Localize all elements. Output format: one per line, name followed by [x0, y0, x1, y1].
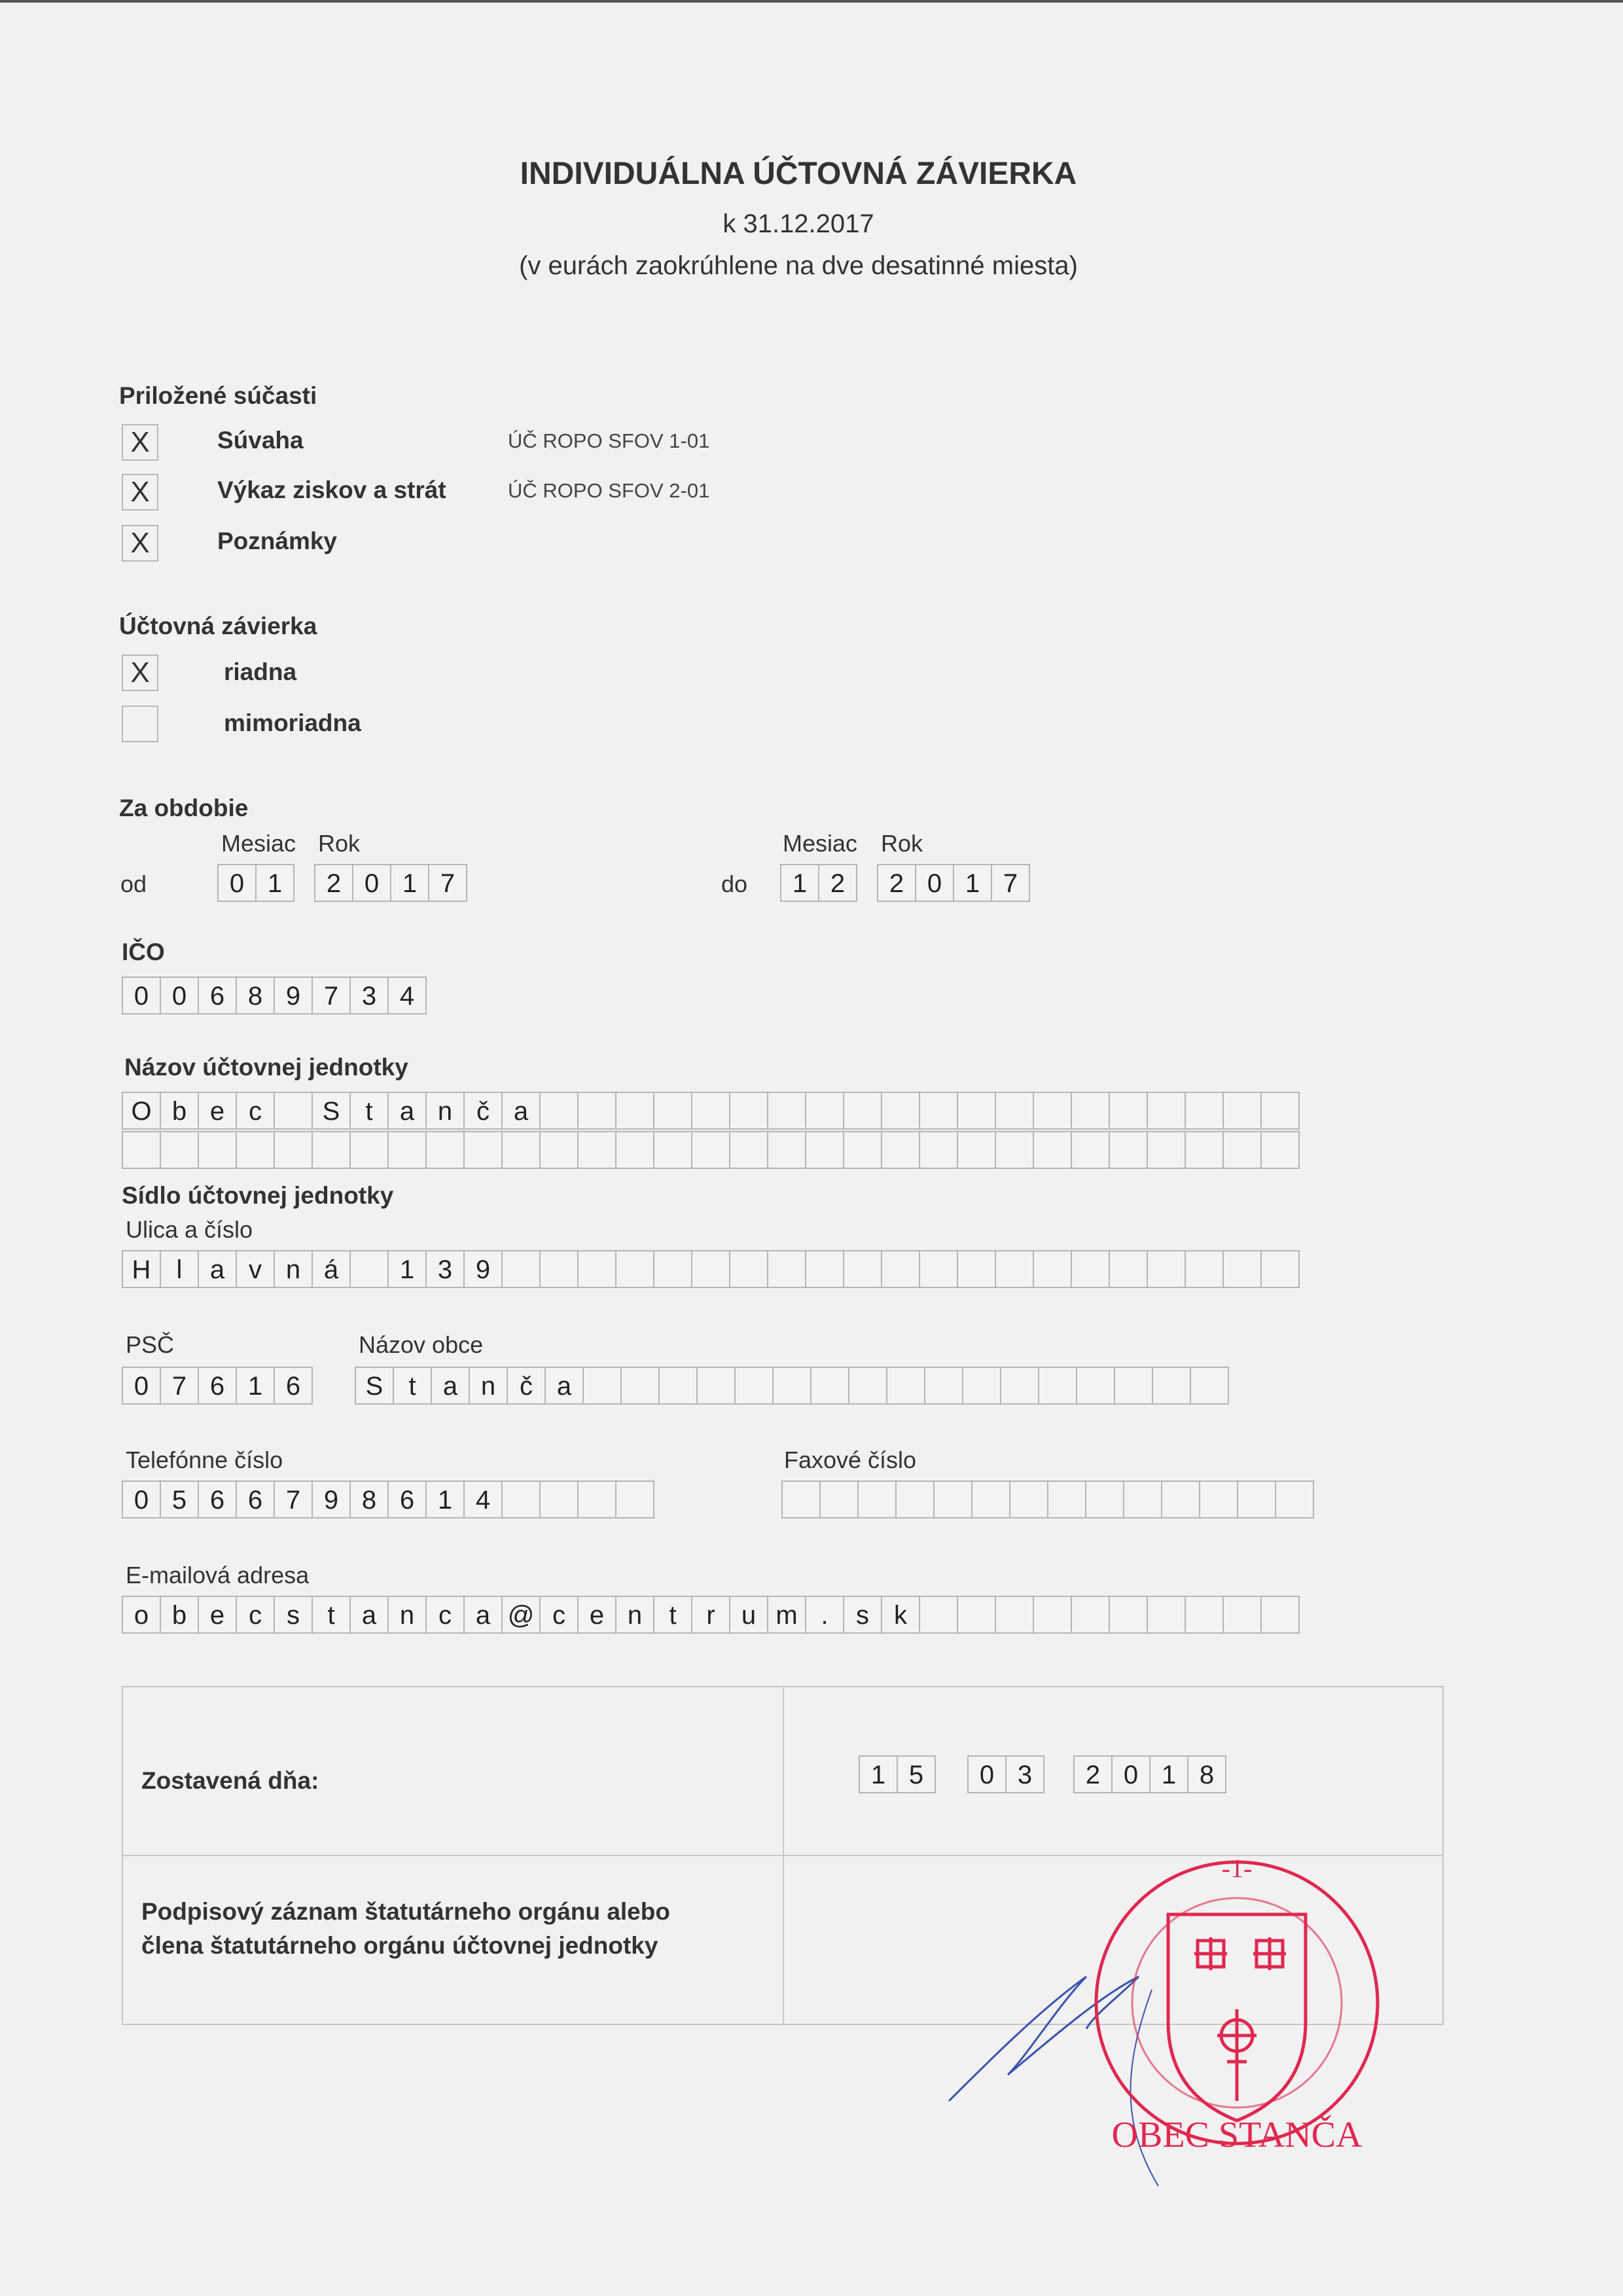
document-note: (v eurách zaokrúhlene na dve desatinné miesta)	[519, 251, 1078, 280]
letter-cell	[122, 1131, 161, 1169]
psc-field[interactable]	[122, 1367, 312, 1405]
letter-cell	[274, 1131, 313, 1169]
letter-cell: e	[198, 1596, 237, 1634]
letter-cell	[1185, 1092, 1224, 1130]
ico-field[interactable]	[122, 977, 425, 1014]
letter-cell	[995, 1131, 1034, 1169]
letter-cell	[919, 1131, 958, 1169]
email-field[interactable]	[122, 1596, 1298, 1634]
letter-cell	[729, 1131, 768, 1169]
letter-cell	[691, 1092, 730, 1130]
letter-cell	[957, 1596, 996, 1634]
digit-cell: 5	[897, 1755, 936, 1793]
letter-cell	[349, 1131, 389, 1169]
digit-cell: 0	[122, 1367, 161, 1405]
letter-cell	[1000, 1367, 1039, 1405]
letter-cell: a	[198, 1250, 237, 1288]
letter-cell	[767, 1092, 806, 1130]
digit-cell: 6	[198, 977, 237, 1014]
letter-cell	[160, 1131, 199, 1169]
letter-cell	[919, 1250, 958, 1288]
letter-cell: .	[805, 1596, 844, 1634]
letter-cell: 5	[160, 1480, 199, 1518]
letter-cell: a	[349, 1596, 389, 1634]
letter-cell: m	[767, 1596, 806, 1634]
letter-cell	[1222, 1596, 1262, 1634]
letter-cell	[577, 1131, 616, 1169]
letter-cell: t	[393, 1367, 432, 1405]
period-to-year-label: Rok	[881, 830, 923, 857]
letter-cell	[1147, 1250, 1186, 1288]
ico-heading: IČO	[122, 939, 165, 965]
digit-cell: 0	[160, 977, 199, 1014]
period-to-month-field[interactable]	[780, 864, 856, 902]
digit-cell: 3	[1005, 1755, 1044, 1793]
letter-cell	[1222, 1092, 1262, 1130]
fax-label: Faxové číslo	[784, 1446, 917, 1473]
digit-cell: 2	[1073, 1755, 1113, 1793]
signature-label-line2: člena štatutárneho orgánu účtovnej jednotky	[141, 1932, 658, 1959]
letter-cell	[501, 1480, 541, 1518]
letter-cell	[653, 1250, 692, 1288]
letter-cell	[1071, 1092, 1110, 1130]
period-to-month-label: Mesiac	[783, 830, 858, 857]
letter-cell: t	[653, 1596, 692, 1634]
letter-cell	[729, 1092, 768, 1130]
letter-cell	[198, 1131, 237, 1169]
letter-cell	[696, 1367, 736, 1405]
digit-cell: 1	[1149, 1755, 1188, 1793]
letter-cell	[886, 1367, 925, 1405]
letter-cell	[843, 1250, 882, 1288]
stamp-top-text: -1-	[1221, 1854, 1253, 1883]
letter-cell	[729, 1250, 768, 1288]
letter-cell	[805, 1131, 844, 1169]
letter-cell: á	[312, 1250, 351, 1288]
official-stamp-icon	[1096, 1854, 1378, 2155]
letter-cell	[1260, 1250, 1300, 1288]
email-label: E-mailová adresa	[126, 1562, 310, 1588]
letter-cell	[539, 1092, 579, 1130]
fax-field[interactable]	[781, 1480, 1313, 1518]
letter-cell	[577, 1480, 616, 1518]
letter-cell	[1123, 1480, 1162, 1518]
letter-cell	[1076, 1367, 1115, 1405]
letter-cell	[1185, 1250, 1224, 1288]
letter-cell	[425, 1131, 465, 1169]
letter-cell: a	[431, 1367, 470, 1405]
letter-cell	[734, 1367, 774, 1405]
digit-cell: 0	[217, 864, 257, 902]
period-from-label: od	[120, 870, 147, 897]
letter-cell	[881, 1131, 920, 1169]
digit-cell: 1	[236, 1367, 275, 1405]
letter-cell	[1260, 1131, 1300, 1169]
digit-cell: 8	[236, 977, 275, 1014]
letter-cell	[615, 1092, 654, 1130]
letter-cell: 8	[349, 1480, 389, 1518]
letter-cell: s	[274, 1596, 313, 1634]
letter-cell	[1275, 1480, 1314, 1518]
digit-cell: 1	[953, 864, 992, 902]
letter-cell	[805, 1092, 844, 1130]
letter-cell	[1161, 1480, 1200, 1518]
letter-cell	[658, 1367, 698, 1405]
digit-cell: 1	[780, 864, 819, 902]
letter-cell	[895, 1480, 935, 1518]
digit-cell: 6	[274, 1367, 313, 1405]
letter-cell	[919, 1092, 958, 1130]
unit-name-field-row2[interactable]	[122, 1131, 1298, 1169]
letter-cell: S	[312, 1092, 351, 1130]
statement-label-riadna: riadna	[224, 658, 297, 685]
digit-cell: 7	[312, 977, 351, 1014]
letter-cell: e	[577, 1596, 616, 1634]
letter-cell	[274, 1092, 313, 1130]
letter-cell	[539, 1131, 579, 1169]
letter-cell	[881, 1250, 920, 1288]
letter-cell	[1071, 1250, 1110, 1288]
digit-cell: 0	[1111, 1755, 1150, 1793]
letter-cell: n	[387, 1596, 427, 1634]
digit-cell: 9	[274, 977, 313, 1014]
letter-cell	[1260, 1596, 1300, 1634]
letter-cell	[1147, 1131, 1186, 1169]
letter-cell	[919, 1596, 958, 1634]
letter-cell	[1109, 1131, 1148, 1169]
letter-cell	[615, 1250, 654, 1288]
digit-cell: 2	[314, 864, 353, 902]
letter-cell: @	[501, 1596, 541, 1634]
street-field[interactable]	[122, 1250, 1298, 1288]
stamp-ring-text: OBEC STANČA	[1111, 2115, 1363, 2155]
letter-cell	[1085, 1480, 1124, 1518]
letter-cell	[848, 1367, 887, 1405]
document-title: INDIVIDUÁLNA ÚČTOVNÁ ZÁVIERKA	[520, 156, 1077, 191]
letter-cell	[1071, 1596, 1110, 1634]
letter-cell: 0	[122, 1480, 161, 1518]
letter-cell	[1033, 1596, 1072, 1634]
digit-cell: 1	[859, 1755, 898, 1793]
letter-cell	[1071, 1131, 1110, 1169]
letter-cell	[843, 1131, 882, 1169]
letter-cell: 6	[236, 1480, 275, 1518]
letter-cell	[767, 1131, 806, 1169]
period-from-year-label: Rok	[318, 830, 361, 857]
digit-cell: 8	[1187, 1755, 1226, 1793]
letter-cell: 9	[312, 1480, 351, 1518]
letter-cell	[1152, 1367, 1191, 1405]
letter-cell: s	[843, 1596, 882, 1634]
letter-cell	[995, 1596, 1034, 1634]
attachment-checkbox-suvaha[interactable]: X	[122, 424, 158, 461]
letter-cell: n	[274, 1250, 313, 1288]
letter-cell: t	[312, 1596, 351, 1634]
digit-cell: 0	[967, 1755, 1007, 1793]
letter-cell: c	[236, 1596, 275, 1634]
letter-cell	[236, 1131, 275, 1169]
letter-cell: n	[615, 1596, 654, 1634]
document-date: k 31.12.2017	[722, 209, 874, 238]
digit-cell: 1	[390, 864, 429, 902]
letter-cell	[1199, 1480, 1238, 1518]
letter-cell: a	[463, 1596, 503, 1634]
period-heading: Za obdobie	[119, 795, 249, 821]
letter-cell	[653, 1131, 692, 1169]
letter-cell: n	[425, 1092, 465, 1130]
letter-cell: O	[122, 1092, 161, 1130]
letter-cell	[957, 1131, 996, 1169]
digit-cell: 0	[122, 977, 161, 1014]
letter-cell	[1190, 1367, 1229, 1405]
letter-cell	[501, 1131, 541, 1169]
letter-cell	[349, 1250, 389, 1288]
period-to-label: do	[721, 870, 748, 897]
letter-cell	[1109, 1596, 1148, 1634]
letter-cell	[781, 1480, 821, 1518]
letter-cell	[1185, 1131, 1224, 1169]
letter-cell	[1147, 1596, 1186, 1634]
statement-label-mimoriadna: mimoriadna	[224, 709, 361, 736]
letter-cell	[691, 1131, 730, 1169]
street-label: Ulica a číslo	[126, 1216, 253, 1243]
phone-field[interactable]	[122, 1480, 653, 1518]
letter-cell: 1	[387, 1250, 427, 1288]
address-heading: Sídlo účtovnej jednotky	[122, 1182, 394, 1209]
letter-cell: S	[355, 1367, 394, 1405]
letter-cell: č	[507, 1367, 546, 1405]
letter-cell	[653, 1092, 692, 1130]
attachment-code-vykaz: ÚČ ROPO SFOV 2-01	[508, 479, 710, 502]
letter-cell	[1222, 1131, 1262, 1169]
letter-cell: v	[236, 1250, 275, 1288]
letter-cell: 3	[425, 1250, 465, 1288]
letter-cell: c	[425, 1596, 465, 1634]
letter-cell: a	[501, 1092, 541, 1130]
letter-cell	[857, 1480, 897, 1518]
letter-cell	[805, 1250, 844, 1288]
letter-cell: u	[729, 1596, 768, 1634]
letter-cell	[810, 1367, 849, 1405]
letter-cell	[387, 1131, 427, 1169]
letter-cell	[1260, 1092, 1300, 1130]
letter-cell	[819, 1480, 859, 1518]
letter-cell	[1033, 1092, 1072, 1130]
letter-cell	[615, 1131, 654, 1169]
letter-cell: a	[387, 1092, 427, 1130]
period-from-month-field[interactable]	[217, 864, 293, 902]
letter-cell	[1038, 1367, 1077, 1405]
letter-cell	[843, 1092, 882, 1130]
attachment-checkbox-vykaz[interactable]: X	[122, 474, 158, 511]
letter-cell	[620, 1367, 660, 1405]
phone-label: Telefónne číslo	[126, 1446, 283, 1473]
letter-cell: 6	[198, 1480, 237, 1518]
letter-cell: H	[122, 1250, 161, 1288]
letter-cell: b	[160, 1092, 199, 1130]
attachment-checkbox-poznamky[interactable]: X	[122, 525, 158, 562]
letter-cell: n	[469, 1367, 508, 1405]
letter-cell	[501, 1250, 541, 1288]
attachment-label-suvaha: Súvaha	[217, 427, 304, 454]
digit-cell: 2	[877, 864, 916, 902]
letter-cell	[577, 1092, 616, 1130]
letter-cell: c	[539, 1596, 579, 1634]
letter-cell	[1009, 1480, 1048, 1518]
letter-cell	[924, 1367, 963, 1405]
letter-cell: r	[691, 1596, 730, 1634]
period-from-year-field[interactable]	[314, 864, 466, 902]
letter-cell: č	[463, 1092, 503, 1130]
digit-cell: 0	[915, 864, 954, 902]
letter-cell: e	[198, 1092, 237, 1130]
letter-cell	[312, 1131, 351, 1169]
city-field[interactable]	[355, 1367, 1228, 1405]
letter-cell	[1147, 1092, 1186, 1130]
statement-type-heading: Účtovná závierka	[119, 613, 317, 639]
letter-cell: 9	[463, 1250, 503, 1288]
letter-cell	[539, 1250, 579, 1288]
digit-cell: 6	[198, 1367, 237, 1405]
letter-cell: 6	[387, 1480, 427, 1518]
letter-cell	[962, 1367, 1001, 1405]
statement-checkbox-riadna[interactable]: X	[122, 655, 158, 691]
letter-cell: 1	[425, 1480, 465, 1518]
letter-cell	[933, 1480, 972, 1518]
compiled-month-field[interactable]	[967, 1755, 1043, 1793]
signature-label-line1: Podpisový záznam štatutárneho orgánu alebo	[141, 1898, 670, 1925]
digit-cell: 0	[352, 864, 391, 902]
digit-cell: 1	[255, 864, 294, 902]
digit-cell: 3	[349, 977, 389, 1014]
digit-cell: 7	[428, 864, 467, 902]
letter-cell	[1033, 1131, 1072, 1169]
digit-cell: 7	[160, 1367, 199, 1405]
letter-cell	[577, 1250, 616, 1288]
letter-cell	[971, 1480, 1010, 1518]
stamp-and-signature	[929, 1846, 1400, 2212]
letter-cell	[463, 1131, 503, 1169]
compiled-day-field[interactable]	[859, 1755, 935, 1793]
letter-cell: 7	[274, 1480, 313, 1518]
letter-cell	[1047, 1480, 1086, 1518]
attachment-label-poznamky: Poznámky	[217, 528, 338, 554]
period-from-month-label: Mesiac	[221, 830, 296, 857]
letter-cell: c	[236, 1092, 275, 1130]
letter-cell: o	[122, 1596, 161, 1634]
digit-cell: 7	[991, 864, 1030, 902]
compiled-date-label: Zostavená dňa:	[141, 1767, 319, 1794]
attachments-heading: Priložené súčasti	[119, 382, 317, 409]
attachment-code-suvaha: ÚČ ROPO SFOV 1-01	[508, 429, 710, 452]
statement-checkbox-mimoriadna[interactable]	[122, 706, 158, 742]
city-label: Názov obce	[359, 1331, 484, 1358]
psc-label: PSČ	[126, 1331, 175, 1358]
attachment-label-vykaz: Výkaz ziskov a strát	[217, 476, 446, 503]
letter-cell	[1109, 1092, 1148, 1130]
letter-cell	[1109, 1250, 1148, 1288]
letter-cell: a	[544, 1367, 584, 1405]
compiled-year-field[interactable]	[1073, 1755, 1225, 1793]
letter-cell	[995, 1250, 1034, 1288]
top-edge-line	[0, 0, 1623, 3]
unit-name-field-row1[interactable]	[122, 1092, 1298, 1130]
letter-cell: l	[160, 1250, 199, 1288]
letter-cell	[772, 1367, 812, 1405]
letter-cell	[1222, 1250, 1262, 1288]
unit-name-heading: Názov účtovnej jednotky	[124, 1054, 408, 1081]
letter-cell	[995, 1092, 1034, 1130]
letter-cell	[582, 1367, 622, 1405]
digit-cell: 2	[818, 864, 857, 902]
letter-cell	[1185, 1596, 1224, 1634]
letter-cell	[615, 1480, 654, 1518]
letter-cell: k	[881, 1596, 920, 1634]
letter-cell	[1033, 1250, 1072, 1288]
letter-cell	[881, 1092, 920, 1130]
letter-cell: t	[349, 1092, 389, 1130]
letter-cell	[957, 1250, 996, 1288]
letter-cell	[691, 1250, 730, 1288]
letter-cell	[767, 1250, 806, 1288]
letter-cell	[539, 1480, 579, 1518]
letter-cell	[1114, 1367, 1153, 1405]
digit-cell: 4	[387, 977, 427, 1014]
letter-cell: 4	[463, 1480, 503, 1518]
period-to-year-field[interactable]	[877, 864, 1029, 902]
letter-cell: b	[160, 1596, 199, 1634]
letter-cell	[1237, 1480, 1276, 1518]
letter-cell	[957, 1092, 996, 1130]
